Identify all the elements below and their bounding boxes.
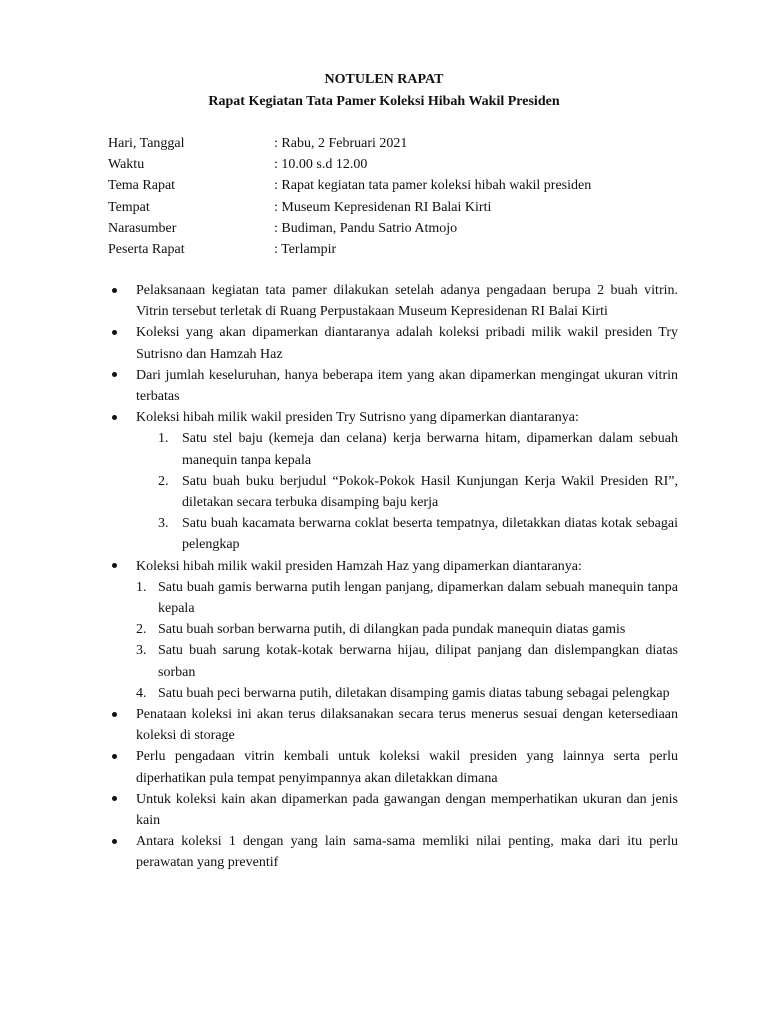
- list-item: [108, 365, 678, 407]
- meta-value: : Budiman, Pandu Satrio Atmojo: [274, 220, 458, 236]
- point-text: Perlu pengadaan vitrin kembali untuk koleksi wakil presiden yang lainnya serta perlu diperhatikan pula tempat penyimpannya akan diletakkan dimana: [136, 749, 678, 786]
- bullet-icon: [112, 754, 117, 759]
- document-title: NOTULEN RAPAT: [324, 72, 444, 87]
- meta-value: : Rabu, 2 Februari 2021: [274, 136, 408, 151]
- item-number: 1.: [136, 579, 147, 595]
- meta-row-date: [108, 133, 688, 154]
- list-item: [108, 556, 678, 704]
- item-number: 1.: [158, 431, 169, 447]
- document-subtitle: Rapat Kegiatan Tata Pamer Koleksi Hibah Wakil Presiden: [208, 94, 560, 109]
- numbered-item: [136, 428, 678, 470]
- item-number: 2.: [158, 473, 169, 489]
- bullet-icon: [112, 796, 117, 801]
- meta-value: : Rapat kegiatan tata pamer koleksi hibah wakil presiden: [274, 178, 592, 194]
- meta-value: : 10.00 s.d 12.00: [274, 157, 368, 173]
- point-text: Penataan koleksi ini akan terus dilaksanakan secara terus menerus sesuai dengan ketersediaan koleksi di storage: [136, 707, 678, 744]
- meta-label: Tema Rapat: [108, 178, 176, 194]
- meta-row-time: [108, 154, 688, 175]
- item-text: Satu buah peci berwarna putih, diletakan disamping gamis diatas tabung sebagai pelengkap: [158, 685, 670, 701]
- meta-row-participants: [108, 239, 688, 260]
- meta-label: Hari, Tanggal: [108, 136, 185, 151]
- try-sutrisno-items: [136, 428, 678, 555]
- point-text: Dari jumlah keseluruhan, hanya beberapa item yang akan dipamerkan mengingat ukuran vitrin terbatas: [136, 367, 678, 405]
- numbered-item: [136, 683, 678, 704]
- list-item: [108, 746, 678, 788]
- point-text: Koleksi hibah milik wakil presiden Hamzah Haz yang dipamerkan diantaranya:: [136, 558, 582, 574]
- meeting-details: [108, 133, 688, 260]
- numbered-item: [136, 577, 678, 619]
- meta-value: : Terlampir: [274, 241, 337, 257]
- list-item: [108, 789, 678, 831]
- bullet-icon: [112, 330, 117, 335]
- meta-label: Narasumber: [108, 220, 177, 236]
- point-text: Untuk koleksi kain akan dipamerkan pada gawangan dengan memperhatikan ukuran dan jenis kain: [136, 791, 678, 829]
- point-text: Koleksi yang akan dipamerkan diantaranya adalah koleksi pribadi milik wakil presiden Try Sutrisno dan Hamzah Haz: [136, 325, 678, 362]
- item-text: Satu buah buku berjudul “Pokok-Pokok Hasil Kunjungan Kerja Wakil Presiden RI”, diletakan secara terbuka disamping baju kerja: [182, 473, 678, 511]
- item-number: 3.: [158, 516, 169, 532]
- meta-row-theme: [108, 175, 688, 196]
- bullet-icon: [112, 712, 117, 717]
- numbered-item: [136, 619, 678, 640]
- item-number: 3.: [136, 643, 147, 659]
- bullet-icon: [112, 415, 117, 420]
- item-text: Satu buah gamis berwarna putih lengan panjang, dipamerkan dalam sebuah manequin tanpa kepala: [158, 579, 678, 617]
- item-number: 2.: [136, 622, 147, 638]
- item-text: Satu buah sorban berwarna putih, di dilangkan pada pundak manequin diatas gamis: [158, 622, 626, 638]
- item-number: 4.: [136, 685, 147, 701]
- bullet-icon: [112, 563, 117, 568]
- item-text: Satu buah kacamata berwarna coklat beserta tempatnya, diletakkan diatas kotak sebagai pelengkap: [182, 516, 678, 553]
- item-text: Satu stel baju (kemeja dan celana) kerja berwarna hitam, dipamerkan dalam sebuah manequin tanpa kepala: [182, 431, 678, 468]
- list-item: [108, 322, 678, 364]
- list-item: [108, 831, 678, 873]
- point-text: Antara koleksi 1 dengan yang lain sama-sama memliki nilai penting, maka dari itu perlu perawatan yang preventif: [136, 834, 678, 871]
- numbered-item: [136, 471, 678, 513]
- item-text: Satu buah sarung kotak-kotak berwarna hijau, dilipat panjang dan dislempangkan diatas sorban: [158, 643, 678, 680]
- minutes-list: [108, 280, 678, 874]
- meta-label: Tempat: [108, 199, 150, 215]
- meta-label: Waktu: [108, 157, 145, 173]
- meta-label: Peserta Rapat: [108, 241, 185, 257]
- list-item: [108, 704, 678, 746]
- numbered-item: [136, 513, 678, 555]
- bullet-icon: [112, 288, 117, 293]
- point-text: Koleksi hibah milik wakil presiden Try Sutrisno yang dipamerkan diantaranya:: [136, 410, 579, 426]
- meta-value: : Museum Kepresidenan RI Balai Kirti: [274, 199, 492, 215]
- meta-row-speaker: [108, 218, 688, 239]
- bullet-icon: [112, 372, 117, 377]
- list-item: [108, 280, 678, 322]
- bullet-icon: [112, 839, 117, 844]
- point-text: Pelaksanaan kegiatan tata pamer dilakukan setelah adanya pengadaan berupa 2 buah vitrin. Vitrin tersebut terletak di Ruang Perpustakaan Museum Kepresidenan RI Balai Kirti: [136, 283, 678, 320]
- numbered-item: [136, 640, 678, 682]
- list-item: [108, 407, 678, 555]
- meta-row-place: [108, 197, 688, 218]
- hamzah-haz-items: [136, 577, 678, 704]
